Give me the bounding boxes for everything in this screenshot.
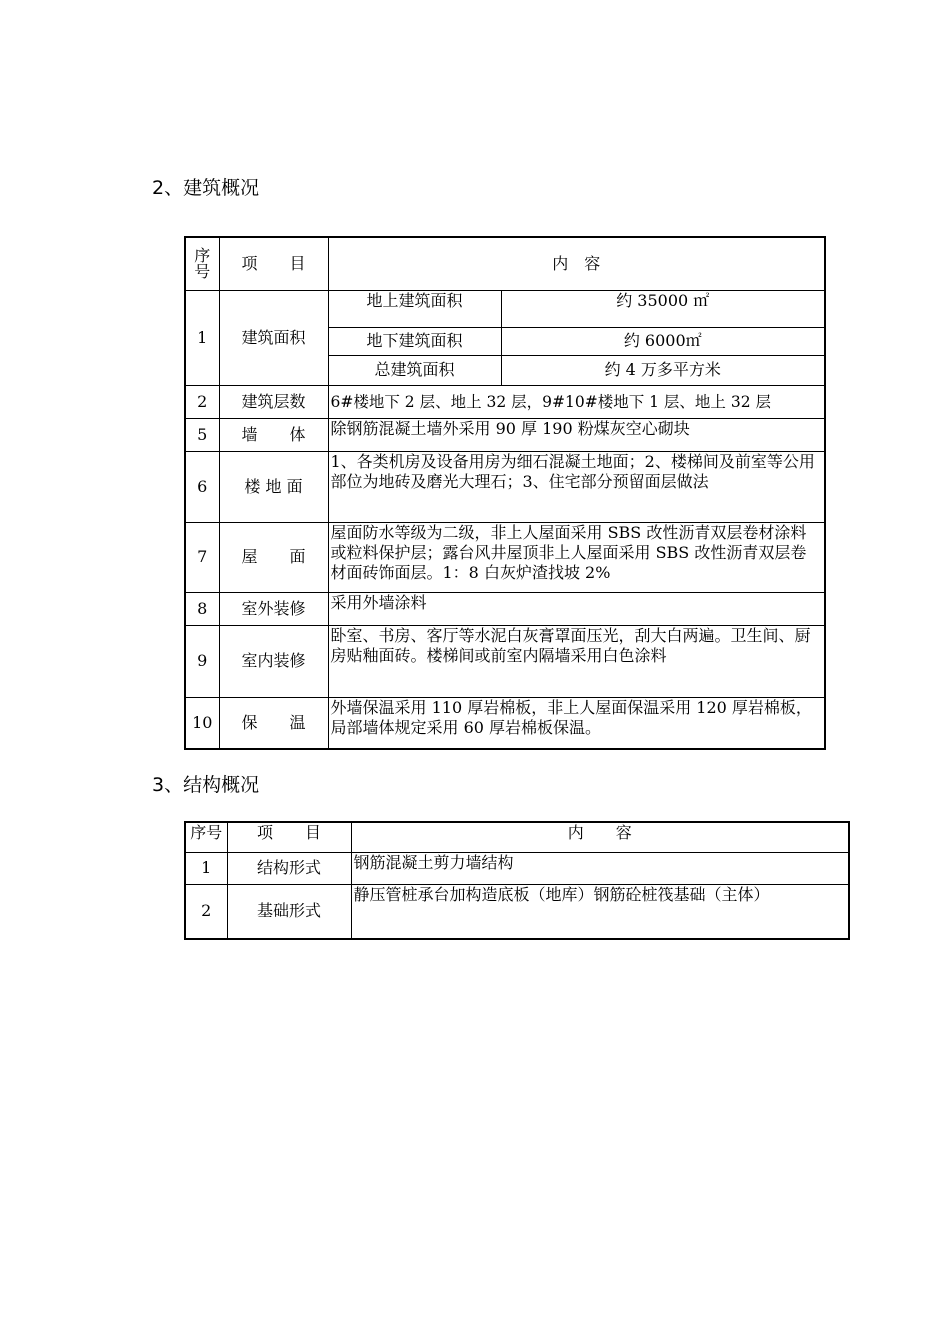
- table-row: [185, 522, 825, 592]
- row-item: 基础形式: [227, 884, 351, 939]
- area-label: 地上建筑面积: [328, 290, 501, 327]
- row-no: 1: [185, 852, 227, 884]
- row-item: 建筑面积: [219, 290, 328, 385]
- row-content: 卧室、书房、客厅等水泥白灰膏罩面压光，刮大白两遍。卫生间、厨房贴釉面砖。楼梯间或前室内隔墙采用白色涂料: [328, 625, 825, 697]
- row-no: 7: [185, 522, 219, 592]
- row-no: 5: [185, 418, 219, 451]
- building-overview-table: [184, 236, 826, 750]
- header-no: [185, 237, 219, 290]
- area-label: 总建筑面积: [328, 355, 501, 385]
- row-content: 除钢筋混凝土墙外采用 90 厚 190 粉煤灰空心砌块: [328, 418, 825, 451]
- table-row: [185, 290, 825, 327]
- header-no-line2: 号: [194, 261, 211, 281]
- area-value: 约 4 万多平方米: [501, 355, 825, 385]
- row-item: 建筑层数: [219, 385, 328, 418]
- header-item: 项 目: [227, 822, 351, 852]
- area-label: 地下建筑面积: [328, 327, 501, 355]
- row-item: 室内装修: [219, 625, 328, 697]
- row-content: 钢筋混凝土剪力墙结构: [351, 852, 849, 884]
- row-item: 墙 体: [219, 418, 328, 451]
- row-no: 2: [185, 385, 219, 418]
- row-item: 结构形式: [227, 852, 351, 884]
- table-row: [185, 852, 849, 884]
- row-content: 静压管桩承台加构造底板（地库）钢筋砼桩筏基础（主体）: [351, 884, 849, 939]
- header-content: 内 容: [328, 237, 825, 290]
- row-content: 1、各类机房及设备用房为细石混凝土地面；2、楼梯间及前室等公用部位为地砖及磨光大理石；3、住宅部分预留面层做法: [328, 451, 825, 522]
- row-item: 室外装修: [219, 592, 328, 625]
- table-row: [185, 592, 825, 625]
- table-header-row: [185, 237, 825, 290]
- row-content: 外墙保温采用 110 厚岩棉板，非上人屋面保温采用 120 厚岩棉板，局部墙体规定采用 60 厚岩棉板保温。: [328, 697, 825, 749]
- structure-overview-table: [184, 821, 850, 940]
- header-no-line1: 序: [194, 245, 211, 265]
- table-row: [185, 418, 825, 451]
- table-row: [185, 385, 825, 418]
- section-3-heading: 3、结构概况: [152, 774, 260, 796]
- row-no: 10: [185, 697, 219, 749]
- row-no: 2: [185, 884, 227, 939]
- row-item: 保 温: [219, 697, 328, 749]
- row-no: 8: [185, 592, 219, 625]
- area-value: 约 35000 ㎡: [501, 290, 825, 327]
- table-row: [185, 625, 825, 697]
- header-no: 序号: [185, 822, 227, 852]
- header-item: 项 目: [219, 237, 328, 290]
- table-row: [185, 697, 825, 749]
- row-content: 采用外墙涂料: [328, 592, 825, 625]
- table-row: [185, 451, 825, 522]
- row-content: 屋面防水等级为二级，非上人屋面采用 SBS 改性沥青双层卷材涂料或粒料保护层；露台风井屋顶非上人屋面采用 SBS 改性沥青双层卷材面砖饰面层。1：8 白灰炉渣找坡 2%: [328, 522, 825, 592]
- row-item: 楼 地 面: [219, 451, 328, 522]
- row-no: 9: [185, 625, 219, 697]
- row-no: 6: [185, 451, 219, 522]
- header-content: 内 容: [351, 822, 849, 852]
- area-value: 约 6000㎡: [501, 327, 825, 355]
- row-item: 屋 面: [219, 522, 328, 592]
- row-no: 1: [185, 290, 219, 385]
- table-header-row: [185, 822, 849, 852]
- section-2-heading: 2、建筑概况: [152, 177, 260, 199]
- row-content: 6#楼地下 2 层、地上 32 层，9#10#楼地下 1 层、地上 32 层: [328, 385, 825, 418]
- table-row: [185, 884, 849, 939]
